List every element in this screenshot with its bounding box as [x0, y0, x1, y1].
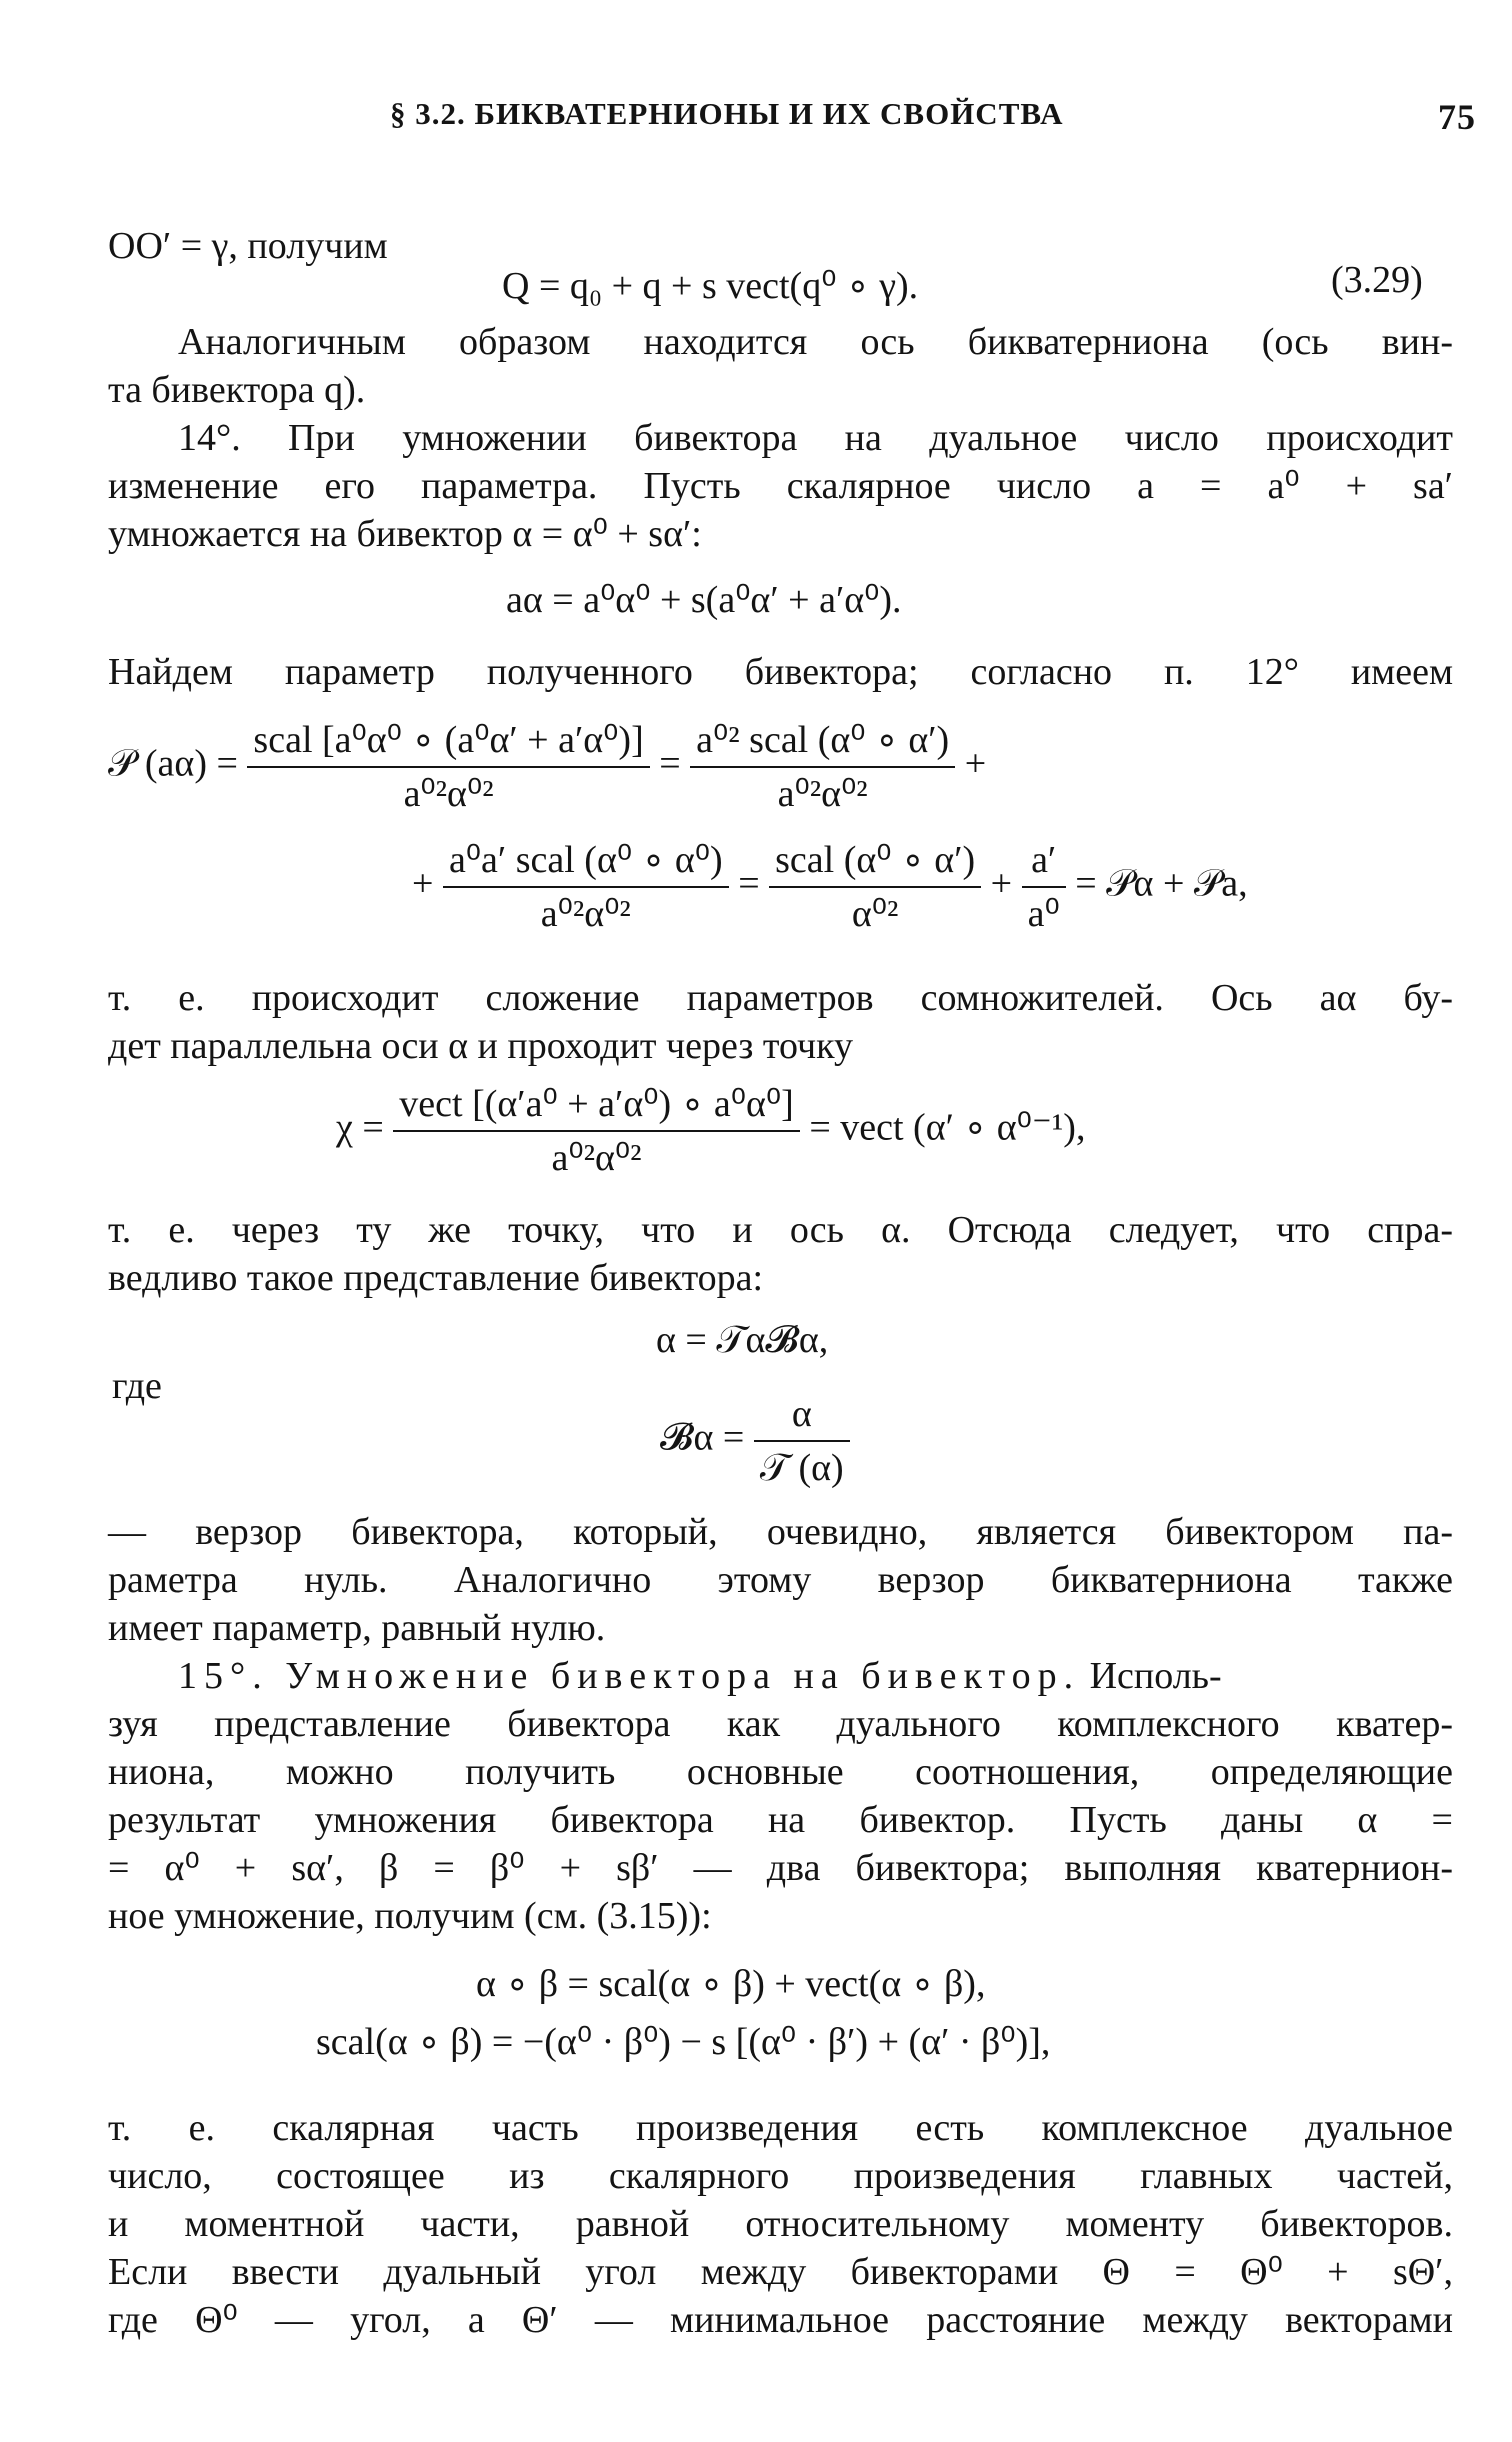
equation-a-alpha: aα = a⁰α⁰ + s(a⁰α′ + a′α⁰). — [506, 579, 902, 621]
paragraph-line: Если ввести дуальный угол между бивекторами Θ = Θ⁰ + sΘ′, — [108, 2251, 1453, 2293]
paragraph-line: т. е. происходит сложение параметров сомножителей. Ось aα бу- — [108, 977, 1453, 1019]
heading-continuation: Исполь- — [1089, 1655, 1222, 1697]
product-equation-2: scal(α ∘ β) = −(α⁰ · β⁰) − s [(α⁰ · β′) + (α′ · β⁰)], — [316, 2021, 1051, 2063]
paragraph-line: результат умножения бивектора на бивектор. Пусть даны α = — [108, 1799, 1453, 1841]
fraction-denominator: α⁰² — [851, 893, 899, 935]
paragraph-line: Аналогичным образом находится ось бикватерниона (ось вин- — [178, 321, 1453, 363]
eq-lhs: 𝒫 (aα) = — [108, 742, 238, 785]
paragraph-line: умножается на бивектор α = α⁰ + sα′: — [108, 513, 702, 555]
fraction-numerator: a′ — [1022, 836, 1066, 888]
equation-number: (3.29) — [1331, 259, 1423, 301]
eq-lhs: 𝓑α = — [660, 1416, 745, 1459]
fraction-numerator: a⁰² scal (α⁰ ∘ α′) — [690, 716, 955, 768]
fraction-numerator: α — [754, 1390, 850, 1442]
fraction-denominator: a⁰²α⁰² — [403, 773, 494, 815]
representation-equation: α = 𝒯α𝓑α, — [656, 1319, 829, 1361]
fraction-numerator: a⁰a′ scal (α⁰ ∘ α⁰) — [443, 836, 729, 888]
fraction-denominator: a⁰²α⁰² — [540, 893, 631, 935]
fraction — [443, 836, 729, 938]
paragraph-line: дет параллельна оси α и проходит через точку — [108, 1025, 853, 1067]
paragraph-line: ное умножение, получим (см. (3.15)): — [108, 1895, 712, 1937]
product-equation-1: α ∘ β = scal(α ∘ β) + vect(α ∘ β), — [476, 1963, 986, 2005]
fraction — [690, 716, 955, 818]
chi-equation — [336, 1080, 1085, 1182]
paragraph-line: т. е. скалярная часть произведения есть комплексное дуальное — [108, 2107, 1453, 2149]
spaced-heading: 15°. Умножение бивектора на бивектор. — [178, 1655, 1081, 1697]
eq-rhs: = vect (α′ ∘ α⁰⁻¹), — [809, 1106, 1086, 1149]
paragraph-line: т. е. через ту же точку, что и ось α. Отсюда следует, что спра- — [108, 1209, 1453, 1251]
paragraph-line: где Θ⁰ — угол, а Θ′ — минимальное расстояние между векторами — [108, 2299, 1453, 2341]
equation-3-29: Q = q₀ + q + s vect(q⁰ ∘ γ). — [502, 265, 919, 307]
paragraph-line: изменение его параметра. Пусть скалярное число a = a⁰ + sa′ — [108, 465, 1453, 507]
fraction-denominator: 𝒯 (α) — [759, 1447, 844, 1489]
paragraph-line: 14°. При умножении бивектора на дуальное число происходит — [178, 417, 1453, 459]
fraction — [769, 836, 981, 938]
fraction — [1022, 836, 1066, 938]
where-word: где — [112, 1365, 162, 1407]
paragraph-line: раметра нуль. Аналогично этому верзор бикватерниона также — [108, 1559, 1453, 1601]
fraction — [754, 1390, 850, 1492]
page-number: 75 — [1438, 97, 1476, 137]
fraction-denominator: a⁰²α⁰² — [551, 1137, 642, 1179]
fraction — [247, 716, 649, 818]
parameter-equation-line-1: 𝒫 (aα) = $\frac{\text{scal [a⁰α⁰ ∘ (a⁰α′ + a′α⁰)]}}{\text{a⁰²α⁰²}}$ = $\frac{\text{a⁰² scal (α⁰ ∘ α′)}}{\text{a⁰²α⁰²}}$ + — [108, 716, 986, 818]
fraction-numerator: vect [(α′a⁰ + a′α⁰) ∘ a⁰α⁰] — [393, 1080, 800, 1132]
eq-tail: = 𝒫α + 𝒫a, — [1075, 862, 1248, 905]
section-15-heading — [178, 1652, 1222, 1700]
fraction-numerator: scal (α⁰ ∘ α′) — [769, 836, 981, 888]
fraction — [393, 1080, 800, 1182]
paragraph-line: Найдем параметр полученного бивектора; согласно п. 12° имеем — [108, 651, 1453, 693]
versor-equation — [660, 1390, 850, 1492]
paragraph-line: — верзор бивектора, который, очевидно, является бивектором па- — [108, 1511, 1453, 1553]
paragraph-line: та бивектора q). — [108, 369, 366, 411]
oo-line: OO′ = γ, получим — [108, 225, 388, 267]
fraction-numerator: scal [a⁰α⁰ ∘ (a⁰α′ + a′α⁰)] — [247, 716, 649, 768]
fraction-denominator: a⁰ — [1027, 893, 1060, 935]
fraction-denominator: a⁰²α⁰² — [777, 773, 868, 815]
running-header: § 3.2. БИКВАТЕРНИОНЫ И ИХ СВОЙСТВА — [390, 96, 1064, 131]
eq-lhs: χ = — [336, 1106, 384, 1149]
paragraph-line: ниона, можно получить основные соотношения, определяющие — [108, 1751, 1453, 1793]
paragraph-line: зуя представление бивектора как дуального комплексного кватер- — [108, 1703, 1453, 1745]
paragraph-line: число, состоящее из скалярного произведения главных частей, — [108, 2155, 1453, 2197]
parameter-equation-line-2: + $\frac{\text{a⁰a′ scal (α⁰ ∘ α⁰)}}{\text{a⁰²α⁰²}}$ = $\frac{\text{scal (α⁰ ∘ α′)}}{\text{α⁰²}}$ + $\frac{a'}{\text{a⁰}}$ = 𝒫α + 𝒫a, — [412, 836, 1248, 938]
paragraph-line: = α⁰ + sα′, β = β⁰ + sβ′ — два бивектора; выполняя кватернион- — [108, 1847, 1453, 1889]
paragraph-line: имеет параметр, равный нулю. — [108, 1607, 606, 1649]
paragraph-line: и моментной части, равной относительному моменту бивекторов. — [108, 2203, 1453, 2245]
paragraph-line: ведливо такое представление бивектора: — [108, 1257, 764, 1299]
